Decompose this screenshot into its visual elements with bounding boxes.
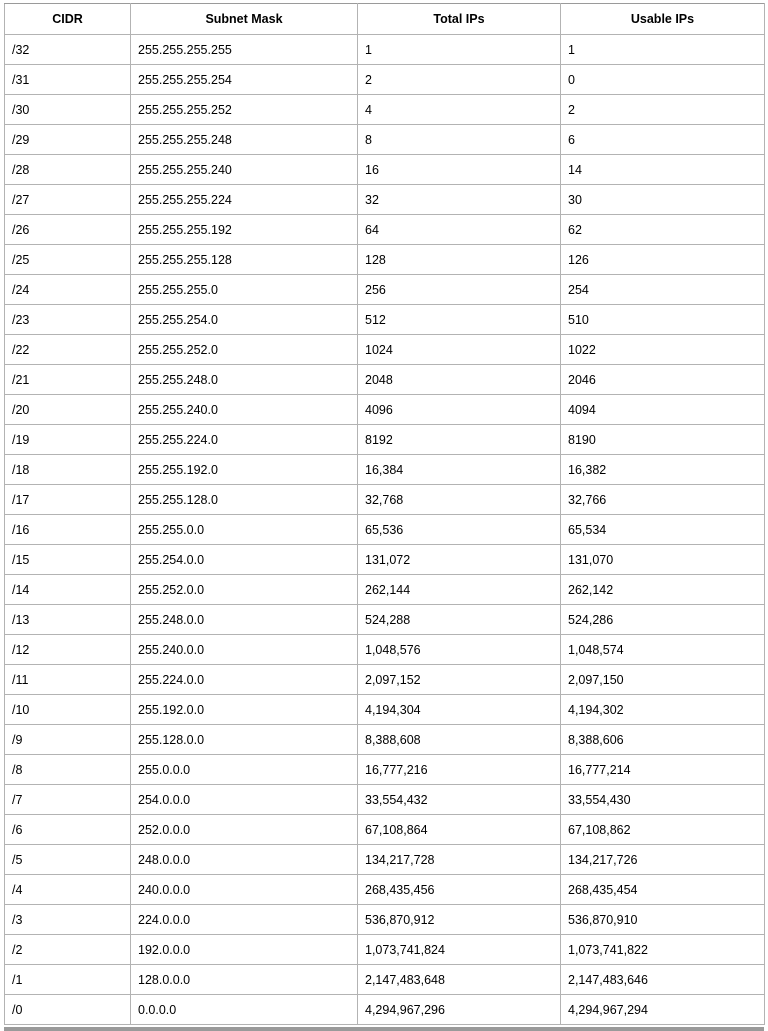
cell-subnet-mask: 255.255.255.0	[131, 275, 358, 305]
bottom-rule	[4, 1027, 764, 1031]
cell-total-ips: 16,384	[358, 455, 561, 485]
cell-usable-ips: 14	[561, 155, 765, 185]
cell-total-ips: 128	[358, 245, 561, 275]
cell-cidr: /20	[5, 395, 131, 425]
cell-subnet-mask: 255.255.255.240	[131, 155, 358, 185]
cell-subnet-mask: 255.255.240.0	[131, 395, 358, 425]
cell-subnet-mask: 255.255.255.248	[131, 125, 358, 155]
cell-cidr: /30	[5, 95, 131, 125]
cell-subnet-mask: 255.248.0.0	[131, 605, 358, 635]
cell-cidr: /28	[5, 155, 131, 185]
cell-cidr: /6	[5, 815, 131, 845]
table-row	[5, 635, 765, 665]
cell-usable-ips: 30	[561, 185, 765, 215]
table-row	[5, 575, 765, 605]
cell-total-ips: 256	[358, 275, 561, 305]
cell-cidr: /19	[5, 425, 131, 455]
table-row	[5, 155, 765, 185]
cell-cidr: /24	[5, 275, 131, 305]
table-body	[5, 35, 765, 1025]
cell-cidr: /2	[5, 935, 131, 965]
table-row	[5, 245, 765, 275]
cell-usable-ips: 524,286	[561, 605, 765, 635]
cell-subnet-mask: 255.255.254.0	[131, 305, 358, 335]
cell-cidr: /1	[5, 965, 131, 995]
cell-subnet-mask: 255.255.255.128	[131, 245, 358, 275]
cell-total-ips: 67,108,864	[358, 815, 561, 845]
cell-usable-ips: 0	[561, 65, 765, 95]
cell-cidr: /29	[5, 125, 131, 155]
table-row	[5, 215, 765, 245]
table-row	[5, 455, 765, 485]
table-row	[5, 785, 765, 815]
table-row	[5, 815, 765, 845]
cell-total-ips: 2,147,483,648	[358, 965, 561, 995]
cell-total-ips: 64	[358, 215, 561, 245]
table-row	[5, 125, 765, 155]
cell-subnet-mask: 255.255.0.0	[131, 515, 358, 545]
cell-total-ips: 262,144	[358, 575, 561, 605]
table-row	[5, 755, 765, 785]
cell-cidr: /12	[5, 635, 131, 665]
cell-subnet-mask: 255.255.255.254	[131, 65, 358, 95]
cell-subnet-mask: 252.0.0.0	[131, 815, 358, 845]
cell-cidr: /15	[5, 545, 131, 575]
cell-total-ips: 33,554,432	[358, 785, 561, 815]
cell-cidr: /8	[5, 755, 131, 785]
cell-subnet-mask: 255.254.0.0	[131, 545, 358, 575]
column-header-cidr: CIDR	[5, 4, 131, 35]
cell-subnet-mask: 255.255.255.252	[131, 95, 358, 125]
table-row	[5, 875, 765, 905]
table-row	[5, 65, 765, 95]
cell-usable-ips: 16,382	[561, 455, 765, 485]
cell-subnet-mask: 255.255.255.255	[131, 35, 358, 65]
cell-subnet-mask: 248.0.0.0	[131, 845, 358, 875]
cell-usable-ips: 510	[561, 305, 765, 335]
cell-usable-ips: 1022	[561, 335, 765, 365]
cell-cidr: /17	[5, 485, 131, 515]
cell-cidr: /26	[5, 215, 131, 245]
cell-total-ips: 16,777,216	[358, 755, 561, 785]
cell-usable-ips: 1	[561, 35, 765, 65]
table-row	[5, 95, 765, 125]
cell-subnet-mask: 255.255.224.0	[131, 425, 358, 455]
cell-subnet-mask: 255.255.192.0	[131, 455, 358, 485]
cell-cidr: /11	[5, 665, 131, 695]
cell-total-ips: 32	[358, 185, 561, 215]
cell-total-ips: 268,435,456	[358, 875, 561, 905]
cell-total-ips: 65,536	[358, 515, 561, 545]
cell-cidr: /3	[5, 905, 131, 935]
table-row	[5, 365, 765, 395]
cell-usable-ips: 6	[561, 125, 765, 155]
cell-cidr: /21	[5, 365, 131, 395]
cell-cidr: /4	[5, 875, 131, 905]
cell-usable-ips: 4,294,967,294	[561, 995, 765, 1025]
cell-total-ips: 4,194,304	[358, 695, 561, 725]
table-row	[5, 665, 765, 695]
cell-total-ips: 4096	[358, 395, 561, 425]
table-row	[5, 425, 765, 455]
cell-cidr: /23	[5, 305, 131, 335]
table-row	[5, 335, 765, 365]
cell-cidr: /0	[5, 995, 131, 1025]
cell-usable-ips: 134,217,726	[561, 845, 765, 875]
cell-cidr: /16	[5, 515, 131, 545]
cell-usable-ips: 8190	[561, 425, 765, 455]
cell-usable-ips: 2,097,150	[561, 665, 765, 695]
cell-total-ips: 524,288	[358, 605, 561, 635]
table-row	[5, 605, 765, 635]
cell-usable-ips: 126	[561, 245, 765, 275]
cell-cidr: /25	[5, 245, 131, 275]
cell-subnet-mask: 255.255.255.192	[131, 215, 358, 245]
table-row	[5, 545, 765, 575]
cell-total-ips: 4	[358, 95, 561, 125]
cidr-subnet-reference-table	[4, 3, 765, 1025]
cell-usable-ips: 262,142	[561, 575, 765, 605]
cell-total-ips: 1	[358, 35, 561, 65]
cell-total-ips: 134,217,728	[358, 845, 561, 875]
cell-usable-ips: 4,194,302	[561, 695, 765, 725]
column-header-usable-ips: Usable IPs	[561, 4, 765, 35]
cell-subnet-mask: 240.0.0.0	[131, 875, 358, 905]
cell-total-ips: 1,073,741,824	[358, 935, 561, 965]
cell-total-ips: 536,870,912	[358, 905, 561, 935]
cell-subnet-mask: 128.0.0.0	[131, 965, 358, 995]
cell-total-ips: 32,768	[358, 485, 561, 515]
cell-cidr: /10	[5, 695, 131, 725]
cell-total-ips: 2,097,152	[358, 665, 561, 695]
cell-usable-ips: 2,147,483,646	[561, 965, 765, 995]
table-row	[5, 305, 765, 335]
cell-total-ips: 16	[358, 155, 561, 185]
cell-cidr: /13	[5, 605, 131, 635]
cell-total-ips: 1,048,576	[358, 635, 561, 665]
cell-subnet-mask: 192.0.0.0	[131, 935, 358, 965]
table-row	[5, 725, 765, 755]
cell-total-ips: 8,388,608	[358, 725, 561, 755]
cell-cidr: /31	[5, 65, 131, 95]
cell-usable-ips: 8,388,606	[561, 725, 765, 755]
cell-cidr: /22	[5, 335, 131, 365]
table-row	[5, 935, 765, 965]
cell-cidr: /7	[5, 785, 131, 815]
column-header-subnet-mask: Subnet Mask	[131, 4, 358, 35]
cell-total-ips: 131,072	[358, 545, 561, 575]
table-header	[5, 4, 765, 35]
cell-usable-ips: 32,766	[561, 485, 765, 515]
cell-usable-ips: 536,870,910	[561, 905, 765, 935]
table-row	[5, 995, 765, 1025]
cell-subnet-mask: 255.192.0.0	[131, 695, 358, 725]
cell-subnet-mask: 224.0.0.0	[131, 905, 358, 935]
cell-usable-ips: 65,534	[561, 515, 765, 545]
cell-total-ips: 2048	[358, 365, 561, 395]
cell-subnet-mask: 255.255.248.0	[131, 365, 358, 395]
table-header-row	[5, 4, 765, 35]
table-row	[5, 185, 765, 215]
cell-subnet-mask: 255.252.0.0	[131, 575, 358, 605]
table-row	[5, 275, 765, 305]
cell-cidr: /18	[5, 455, 131, 485]
table-row	[5, 515, 765, 545]
column-header-total-ips: Total IPs	[358, 4, 561, 35]
table-row	[5, 905, 765, 935]
cell-usable-ips: 4094	[561, 395, 765, 425]
table-row	[5, 695, 765, 725]
cell-cidr: /14	[5, 575, 131, 605]
cell-subnet-mask: 255.128.0.0	[131, 725, 358, 755]
cell-usable-ips: 268,435,454	[561, 875, 765, 905]
cell-subnet-mask: 255.255.128.0	[131, 485, 358, 515]
cell-usable-ips: 33,554,430	[561, 785, 765, 815]
cell-subnet-mask: 255.0.0.0	[131, 755, 358, 785]
table-row	[5, 845, 765, 875]
cell-total-ips: 8192	[358, 425, 561, 455]
cell-subnet-mask: 255.240.0.0	[131, 635, 358, 665]
cell-total-ips: 1024	[358, 335, 561, 365]
cell-cidr: /9	[5, 725, 131, 755]
cell-usable-ips: 16,777,214	[561, 755, 765, 785]
cell-usable-ips: 2046	[561, 365, 765, 395]
cell-subnet-mask: 0.0.0.0	[131, 995, 358, 1025]
table-row	[5, 35, 765, 65]
cell-total-ips: 4,294,967,296	[358, 995, 561, 1025]
cell-usable-ips: 254	[561, 275, 765, 305]
cell-subnet-mask: 255.255.255.224	[131, 185, 358, 215]
cell-usable-ips: 1,073,741,822	[561, 935, 765, 965]
cell-cidr: /27	[5, 185, 131, 215]
cell-usable-ips: 62	[561, 215, 765, 245]
cell-usable-ips: 2	[561, 95, 765, 125]
cell-usable-ips: 1,048,574	[561, 635, 765, 665]
table-row	[5, 395, 765, 425]
cell-cidr: /32	[5, 35, 131, 65]
cell-subnet-mask: 255.224.0.0	[131, 665, 358, 695]
table-row	[5, 965, 765, 995]
cell-total-ips: 8	[358, 125, 561, 155]
table-row	[5, 485, 765, 515]
cell-total-ips: 2	[358, 65, 561, 95]
cell-usable-ips: 67,108,862	[561, 815, 765, 845]
cell-subnet-mask: 254.0.0.0	[131, 785, 358, 815]
cell-usable-ips: 131,070	[561, 545, 765, 575]
cell-total-ips: 512	[358, 305, 561, 335]
cell-cidr: /5	[5, 845, 131, 875]
cell-subnet-mask: 255.255.252.0	[131, 335, 358, 365]
